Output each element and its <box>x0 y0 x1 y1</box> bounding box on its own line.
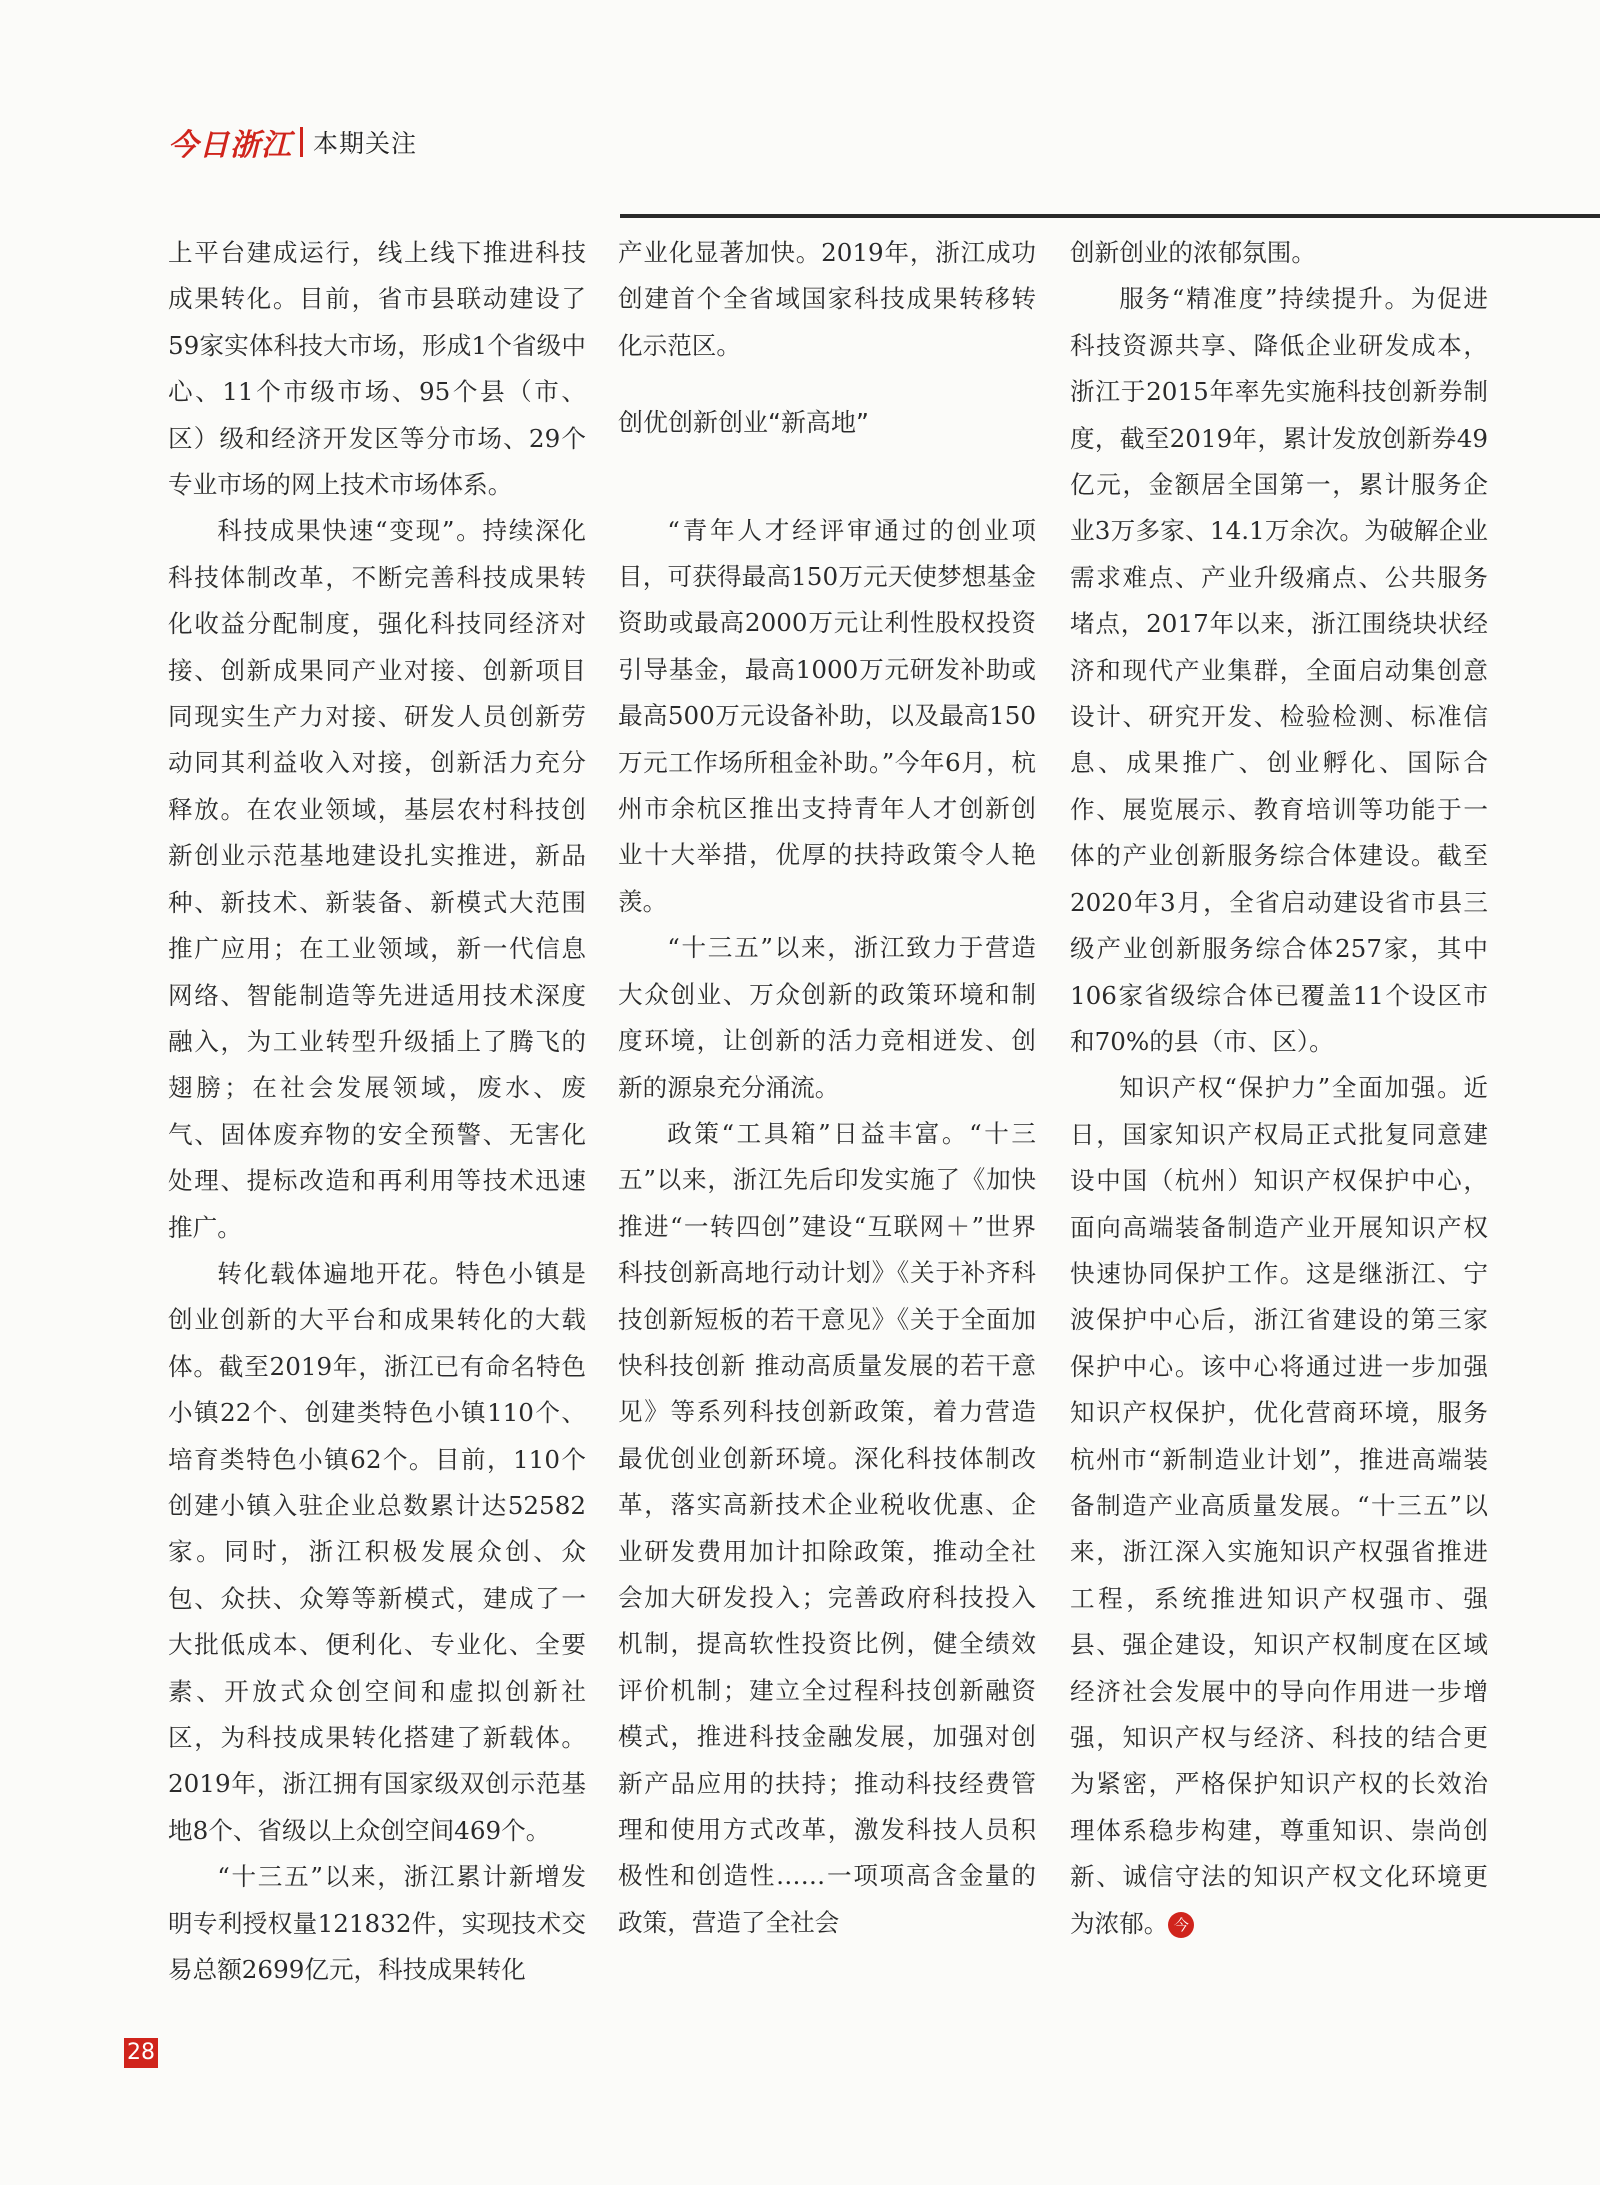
page-header <box>168 122 417 162</box>
paragraph: 转化载体遍地开花。特色小镇是创业创新的大平台和成果转化的大载体。截至2019年，浙江已有命名特色小镇22个、创建类特色小镇110个、培育类特色小镇62个。目前，110个创建小镇入驻企业总数累计达52582家。同时，浙江积极发展众创、众包、众扶、众筹等新模式，建成了一大批低成本、便利化、专业化、全要素、开放式众创空间和虚拟创新社区，为科技成果转化搭建了新载体。2019年，浙江拥有国家级双创示范基地8个、省级以上众创空间469个。 <box>168 1258 586 1845</box>
paragraph: “十三五”以来，浙江累计新增发明专利授权量121832件，实现技术交易总额2699亿元，科技成果转化 <box>168 1862 586 1985</box>
magazine-logo: 今日浙江 <box>168 128 292 163</box>
top-rule <box>620 214 1600 218</box>
section-title: 本期关注 <box>313 129 418 158</box>
subheading: 创优创新创业“新高地” <box>618 408 869 438</box>
paragraph-text: 知识产权“保护力”全面加强。近日，国家知识产权局正式批复同意建设中国（杭州）知识产权保护中心，面向高端装备制造产业开展知识产权快速协同保护工作。这是继浙江、宁波保护中心后，浙江省建设的第三家保护中心。该中心将通过进一步加强知识产权保护，优化营商环境，服务杭州市“新制造业计划”，推进高端装备制造产业高质量发展。“十三五”以来，浙江深入实施知识产权强省推进工程，系统推进知识产权强市、强县、强企建设，知识产权制度在区域经济社会发展中的导向作用进一步增强，知识产权与经济、科技的结合更为紧密，严格保护知识产权的长效治理体系稳步构建，尊重知识、崇尚创新、诚信守法的知识产权文化环境更为浓郁。 <box>1070 1073 1488 1938</box>
page-number: 28 <box>124 2038 158 2068</box>
paragraph: 政策“工具箱”日益丰富。“十三五”以来，浙江先后印发实施了《加快推进“一转四创”建设“互联网＋”世界科技创新高地行动计划》《关于补齐科技创新短板的若干意见》《关于全面加快科技创新 推动高质量发展的若干意见》等系列科技创新政策，着力营造最优创业创新环境。深化科技体制改革，落实高新技术企业税收优惠、企业研发费用加计扣除政策，推动全社会加大研发投入；完善政府科技投入机制，提高软性投资比例，健全绩效评价机制；建立全过程科技创新融资模式，推进科技金融发展，加强对创新产品应用的扶持；推动科技经费管理和使用方式改革，激发科技人员积极性和创造性……一项项高含金量的政策，营造了全社会 <box>618 1118 1036 1937</box>
text-column-2 <box>618 230 1036 1946</box>
paragraph <box>1070 1065 1488 1947</box>
paragraph: 上平台建成运行，线上线下推进科技成果转化。目前，省市县联动建设了59家实体科技大市场，形成1个省级中心、11个市级市场、95个县（市、区）级和经济开发区等分市场、29个专业市场的网上技术市场体系。 <box>168 238 586 500</box>
paragraph: 产业化显著加快。2019年，浙江成功创建首个全省域国家科技成果转移转化示范区。 <box>618 238 1036 360</box>
paragraph: 科技成果快速“变现”。持续深化科技体制改革，不断完善科技成果转化收益分配制度，强化科技同经济对接、创新成果同产业对接、创新项目同现实生产力对接、研发人员创新劳动同其利益收入对接，创新活力充分释放。在农业领域，基层农村科技创新创业示范基地建设扎实推进，新品种、新技术、新装备、新模式大范围推广应用；在工业领域，新一代信息网络、智能制造等先进适用技术深度融入，为工业转型升级插上了腾飞的翅膀；在社会发展领域，废水、废气、固体废弃物的安全预警、无害化处理、提标改造和再利用等技术迅速推广。 <box>168 516 586 1242</box>
paragraph: “青年人才经评审通过的创业项目，可获得最高150万元天使梦想基金资助或最高2000万元让利性股权投资引导基金，最高1000万元研发补助或最高500万元设备补助，以及最高150万元工作场所租金补助。”今年6月，杭州市余杭区推出支持青年人才创新创业十大举措，优厚的扶持政策令人艳羡。 <box>618 515 1036 916</box>
end-mark-icon: 今 <box>1168 1912 1194 1938</box>
paragraph: “十三五”以来，浙江致力于营造大众创业、万众创新的政策环境和制度环境，让创新的活力竞相迸发、创新的源泉充分涌流。 <box>618 933 1036 1102</box>
paragraph: 服务“精准度”持续提升。为促进科技资源共享、降低企业研发成本，浙江于2015年率先实施科技创新券制度，截至2019年，累计发放创新券49亿元，金额居全国第一，累计服务企业3万多家、14.1万余次。为破解企业需求难点、产业升级痛点、公共服务堵点，2017年以来，浙江围绕块状经济和现代产业集群，全面启动集创意设计、研究开发、检验检测、标准信息、成果推广、创业孵化、国际合作、展览展示、教育培训等功能于一体的产业创新服务综合体建设。截至2020年3月，全省启动建设省市县三级产业创新服务综合体257家，其中106家省级综合体已覆盖11个设区市和70%的县（市、区）。 <box>1070 284 1488 1056</box>
text-column-3 <box>1070 230 1488 1947</box>
text-column-1 <box>168 230 586 1993</box>
header-divider <box>300 127 303 157</box>
paragraph: 创新创业的浓郁氛围。 <box>1070 238 1316 267</box>
